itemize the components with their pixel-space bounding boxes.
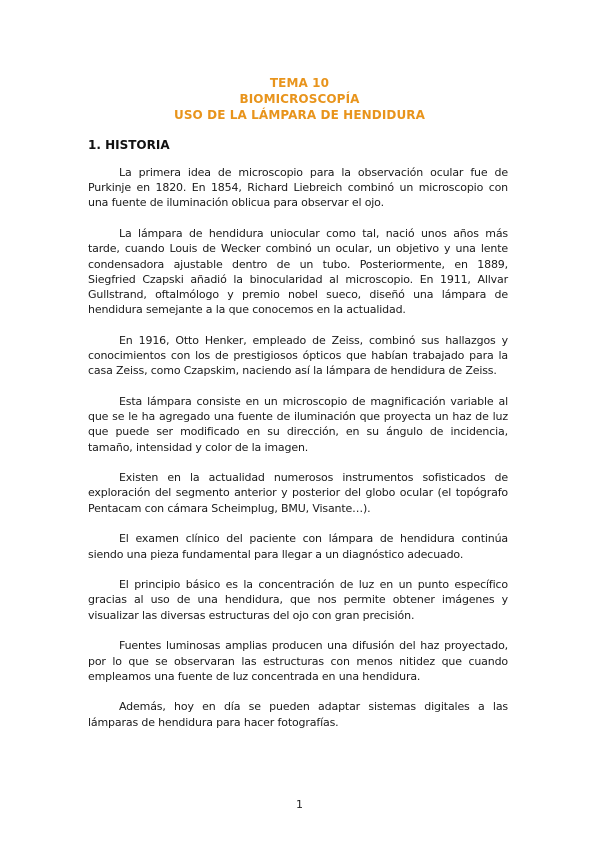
paragraph: En 1916, Otto Henker, empleado de Zeiss, combinó sus hallazgos y conocimientos con los de prestigiosos ópticos que habían trabajado para la casa Zeiss, como Czapskim, naciendo así la lámpara de hendidura de Zeiss. xyxy=(88,333,508,378)
document-title xyxy=(0,75,599,123)
paragraph: Fuentes luminosas amplias producen una difusión del haz proyectado, por lo que se observaran las estructuras con menos nitidez que cuando empleamos una fuente de luz concentrada en una hendidura. xyxy=(88,639,508,683)
paragraph: El principio básico es la concentración de luz en un punto específico gracias al uso de una hendidura, que nos permite obtener imágenes y visualizar las diversas estructuras del ojo con gran precisión. xyxy=(88,578,508,622)
section-heading: 1. HISTORIA xyxy=(88,138,170,152)
title-line-subtitle: USO DE LA LÁMPARA DE HENDIDURA xyxy=(173,108,426,122)
document-body xyxy=(88,165,508,745)
page-number: 1 xyxy=(296,798,303,811)
paragraph: Existen en la actualidad numerosos instrumentos sofisticados de exploración del segmento anterior y posterior del globo ocular (el topógrafo Pentacam con cámara Scheimplug, BMU, Visante…). xyxy=(88,471,508,515)
title-line-topic: TEMA 10 xyxy=(269,76,330,90)
paragraph: La primera idea de microscopio para la observación ocular fue de Purkinje en 1820. En 1854, Richard Liebreich combinó un microscopio con una fuente de iluminación oblicua para observar el ojo. xyxy=(88,166,508,210)
title-line-subject: BIOMICROSCOPÍA xyxy=(239,92,360,106)
paragraph: La lámpara de hendidura uniocular como tal, nació unos años más tarde, cuando Louis de Wecker combinó un ocular, un objetivo y una lente condensadora ajustable dentro de un tubo. Posteriormente, en 1889, Siegfried Czapski añadió la binocularidad al microscopio. En 1911, Allvar Gullstrand, oftalmólogo y premio nobel sueco, diseñó una lámpara de hendidura semejante a la que conocemos en la actualidad. xyxy=(88,227,508,317)
paragraph: El examen clínico del paciente con lámpara de hendidura continúa siendo una pieza fundamental para llegar a un diagnóstico adecuado. xyxy=(88,532,508,561)
paragraph: Además, hoy en día se pueden adaptar sistemas digitales a las lámparas de hendidura para hacer fotografías. xyxy=(88,700,508,729)
paragraph: Esta lámpara consiste en un microscopio de magnificación variable al que se le ha agregado una fuente de iluminación que proyecta un haz de luz que puede ser modificado en su dirección, en su ángulo de incidencia, tamaño, intensidad y color de la imagen. xyxy=(88,394,508,454)
